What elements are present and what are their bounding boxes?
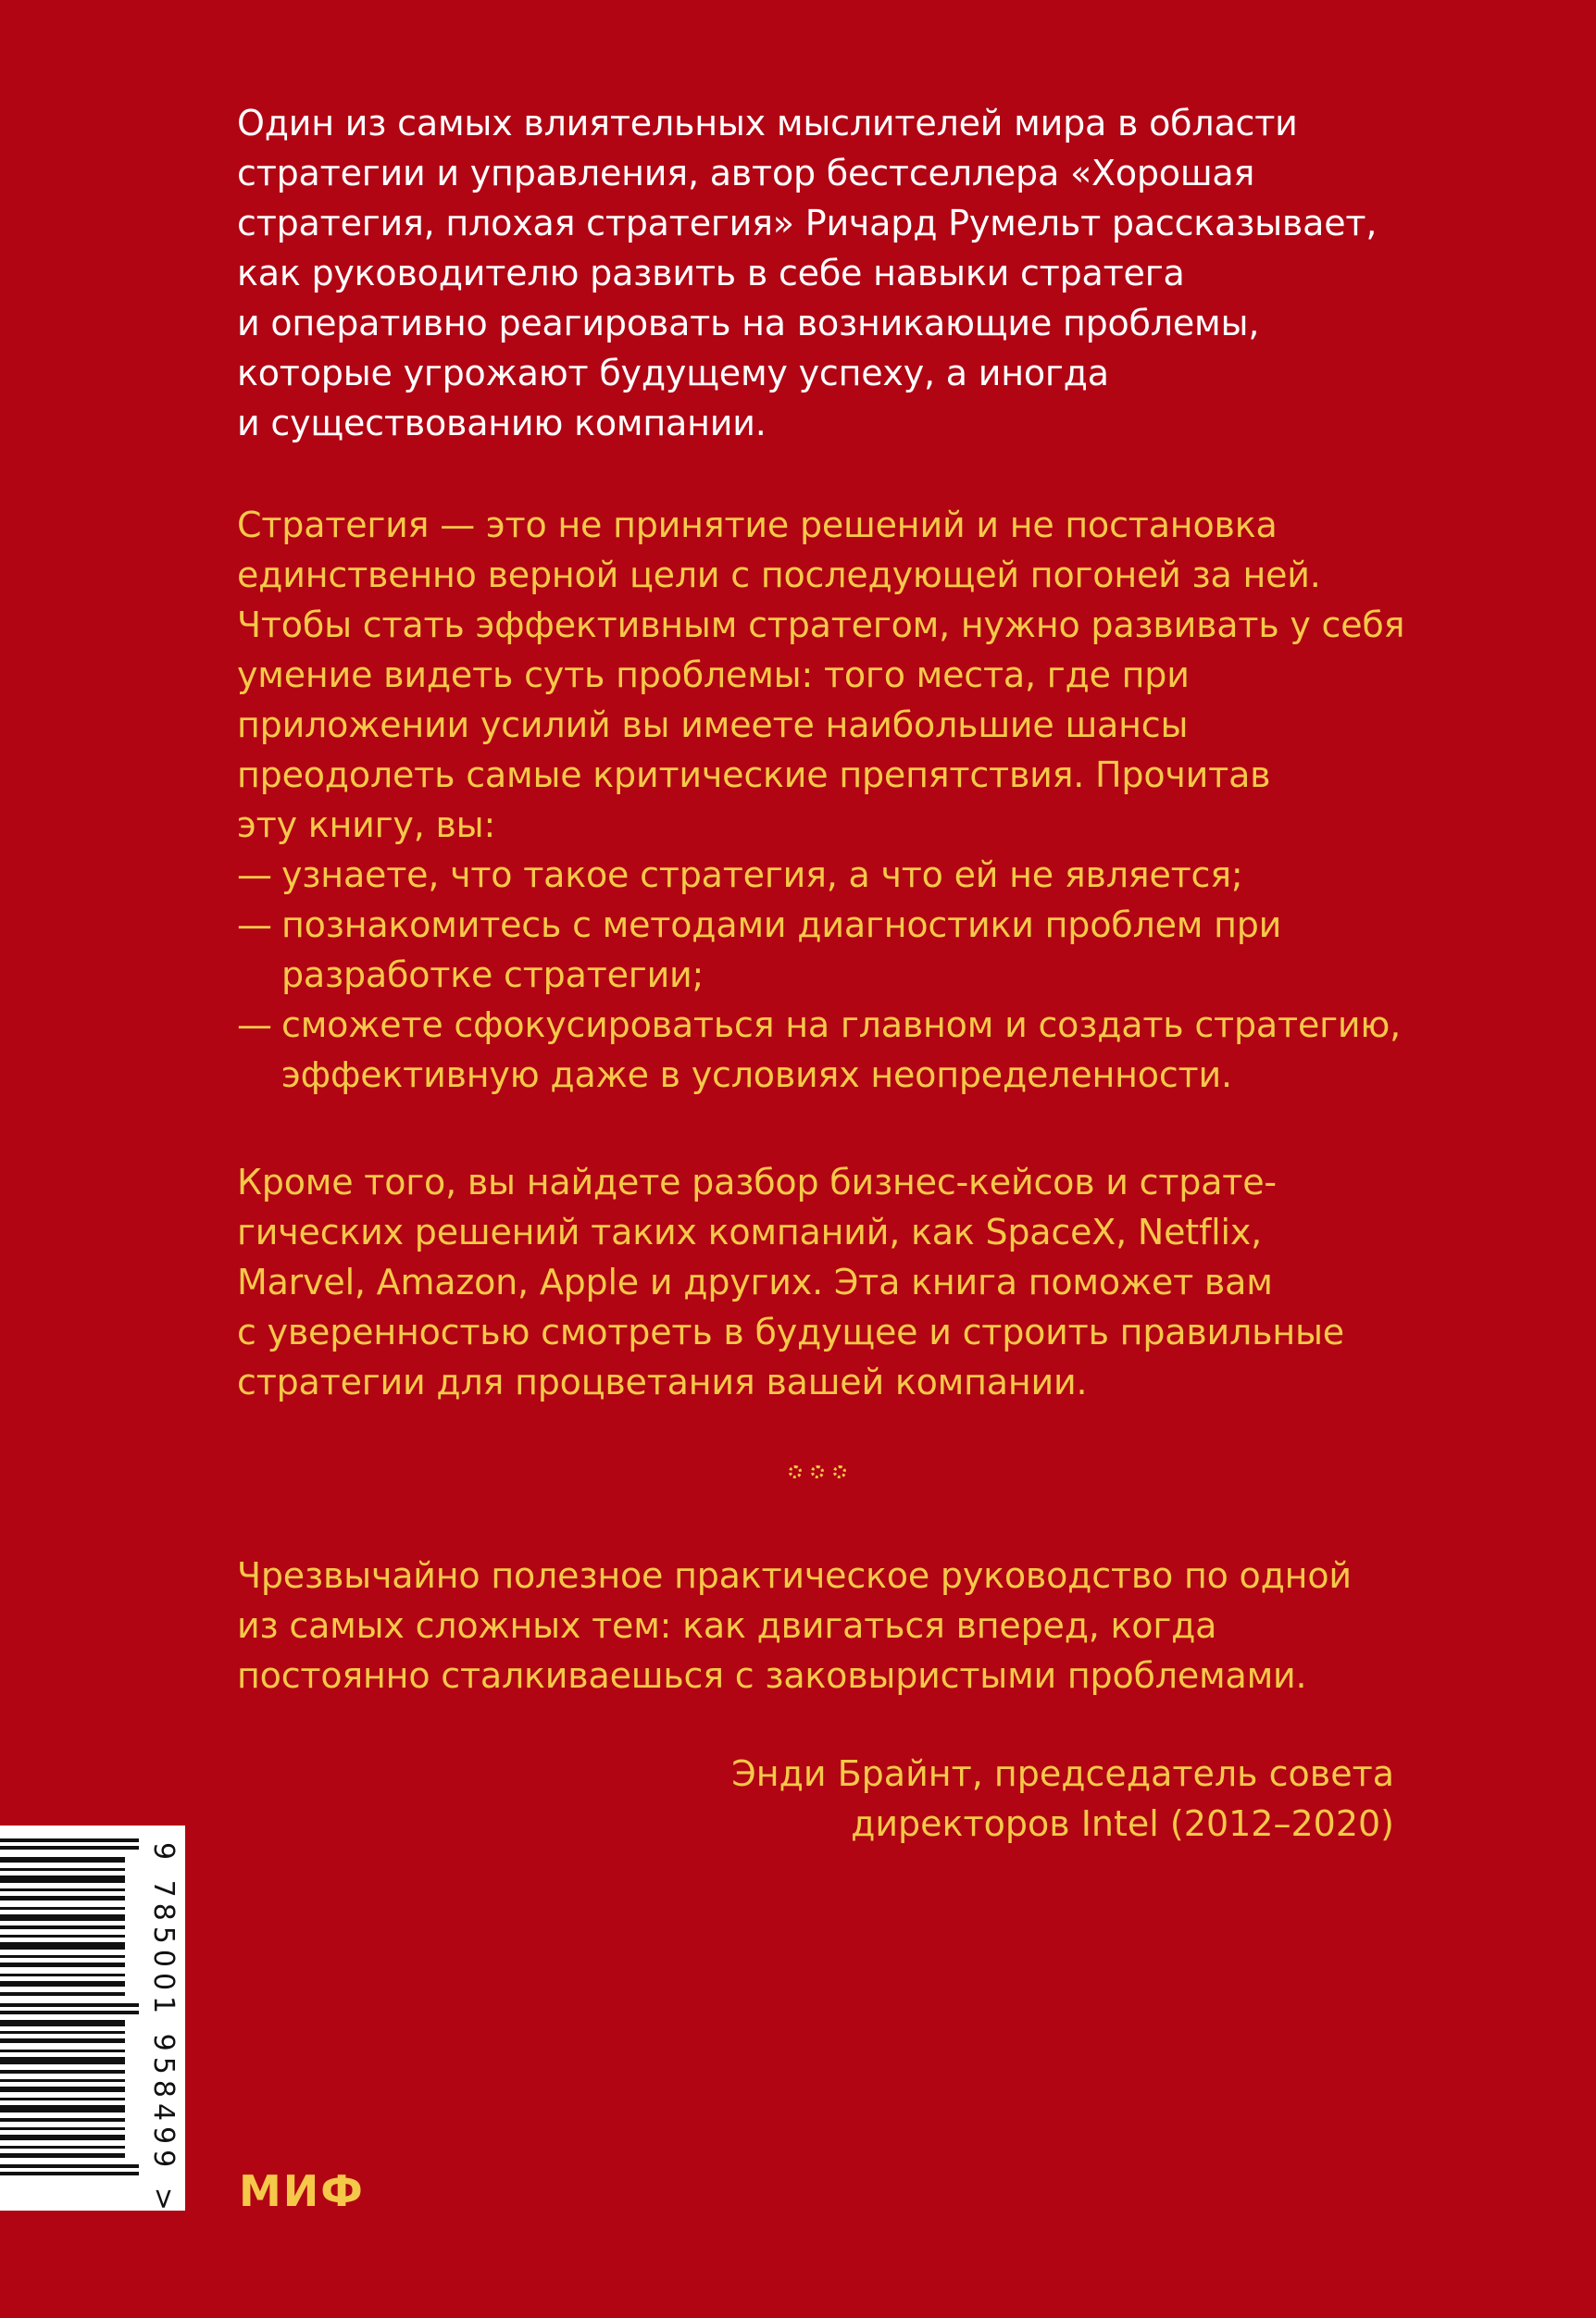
intro-line: и оперативно реагировать на возникающие проблемы, bbox=[237, 303, 1260, 343]
intro-line: и существованию компании. bbox=[237, 403, 767, 443]
body-line: стратегии для процветания вашей компании. bbox=[237, 1362, 1088, 1402]
bullet-item bbox=[237, 850, 1403, 900]
bullet-dash: — bbox=[237, 854, 272, 895]
body-line: Чтобы стать эффективным стратегом, нужно развивать у себя bbox=[237, 604, 1405, 645]
bullet-text: познакомитесь с методами диагностики проблем при bbox=[281, 904, 1282, 945]
body-line: Marvel, Amazon, Apple и других. Эта книга поможет вам bbox=[237, 1262, 1273, 1302]
intro-line: стратегия, плохая стратегия» Ричард Румельт рассказывает, bbox=[237, 203, 1378, 243]
isbn-barcode bbox=[0, 1826, 185, 2216]
review-quote bbox=[237, 1551, 1403, 1701]
barcode-bars-icon bbox=[0, 1826, 148, 2211]
cases-paragraph bbox=[237, 1157, 1403, 1407]
body-line: единственно верной цели с последующей погоней за ней. bbox=[237, 555, 1321, 595]
intro-line: Один из самых влиятельных мыслителей мира в области bbox=[237, 103, 1298, 143]
quote-line: постоянно сталкиваешься с заковыристыми проблемами. bbox=[237, 1655, 1307, 1696]
bullet-text: сможете сфокусироваться на главном и создать стратегию, bbox=[281, 1004, 1402, 1045]
separator-dot-icon bbox=[833, 1465, 846, 1478]
body-line: умение видеть суть проблемы: того места, где при bbox=[237, 654, 1190, 695]
body-line: Кроме того, вы найдете разбор бизнес-кейсов и страте- bbox=[237, 1162, 1277, 1203]
intro-line: как руководителю развить в себе навыки стратега bbox=[237, 253, 1185, 293]
attribution-line: директоров Intel (2012–2020) bbox=[851, 1803, 1394, 1844]
body-line: Стратегия — это не принятие решений и не постановка bbox=[237, 505, 1278, 545]
bullet-list bbox=[237, 850, 1403, 1100]
section-separator bbox=[789, 1463, 846, 1481]
body-line: с уверенностью смотреть в будущее и строить правильные bbox=[237, 1312, 1344, 1352]
intro-paragraph bbox=[237, 98, 1403, 448]
isbn-digits: 9 785001 958499 > bbox=[147, 1842, 180, 2216]
separator-dot-icon bbox=[811, 1465, 824, 1478]
quote-line: из самых сложных тем: как двигаться вперед, когда bbox=[237, 1605, 1217, 1646]
intro-line: которые угрожают будущему успеху, а иногда bbox=[237, 353, 1109, 393]
strategy-paragraph bbox=[237, 500, 1403, 1100]
intro-line: стратегии и управления, автор бестселлера «Хорошая bbox=[237, 153, 1255, 193]
publisher-logo: МИФ bbox=[239, 2166, 365, 2216]
bullet-text-continued: эффективную даже в условиях неопределенности. bbox=[281, 1054, 1232, 1095]
bullet-item bbox=[237, 900, 1403, 1000]
bullet-text-continued: разработке стратегии; bbox=[281, 954, 704, 995]
body-line: приложении усилий вы имеете наибольшие шансы bbox=[237, 704, 1189, 745]
bullet-dash: — bbox=[237, 1004, 272, 1045]
bullet-dash: — bbox=[237, 904, 272, 945]
body-line: гических решений таких компаний, как SpaceX, Netflix, bbox=[237, 1212, 1263, 1252]
body-line: эту книгу, вы: bbox=[237, 804, 496, 845]
quote-line: Чрезвычайно полезное практическое руководство по одной bbox=[237, 1555, 1352, 1596]
quote-attribution bbox=[731, 1749, 1394, 1849]
bullet-item bbox=[237, 1000, 1403, 1100]
attribution-line: Энди Брайнт, председатель совета bbox=[731, 1753, 1394, 1794]
bullet-text: узнаете, что такое стратегия, а что ей не является; bbox=[281, 854, 1243, 895]
separator-dot-icon bbox=[789, 1465, 802, 1478]
body-line: преодолеть самые критические препятствия. Прочитав bbox=[237, 754, 1271, 795]
